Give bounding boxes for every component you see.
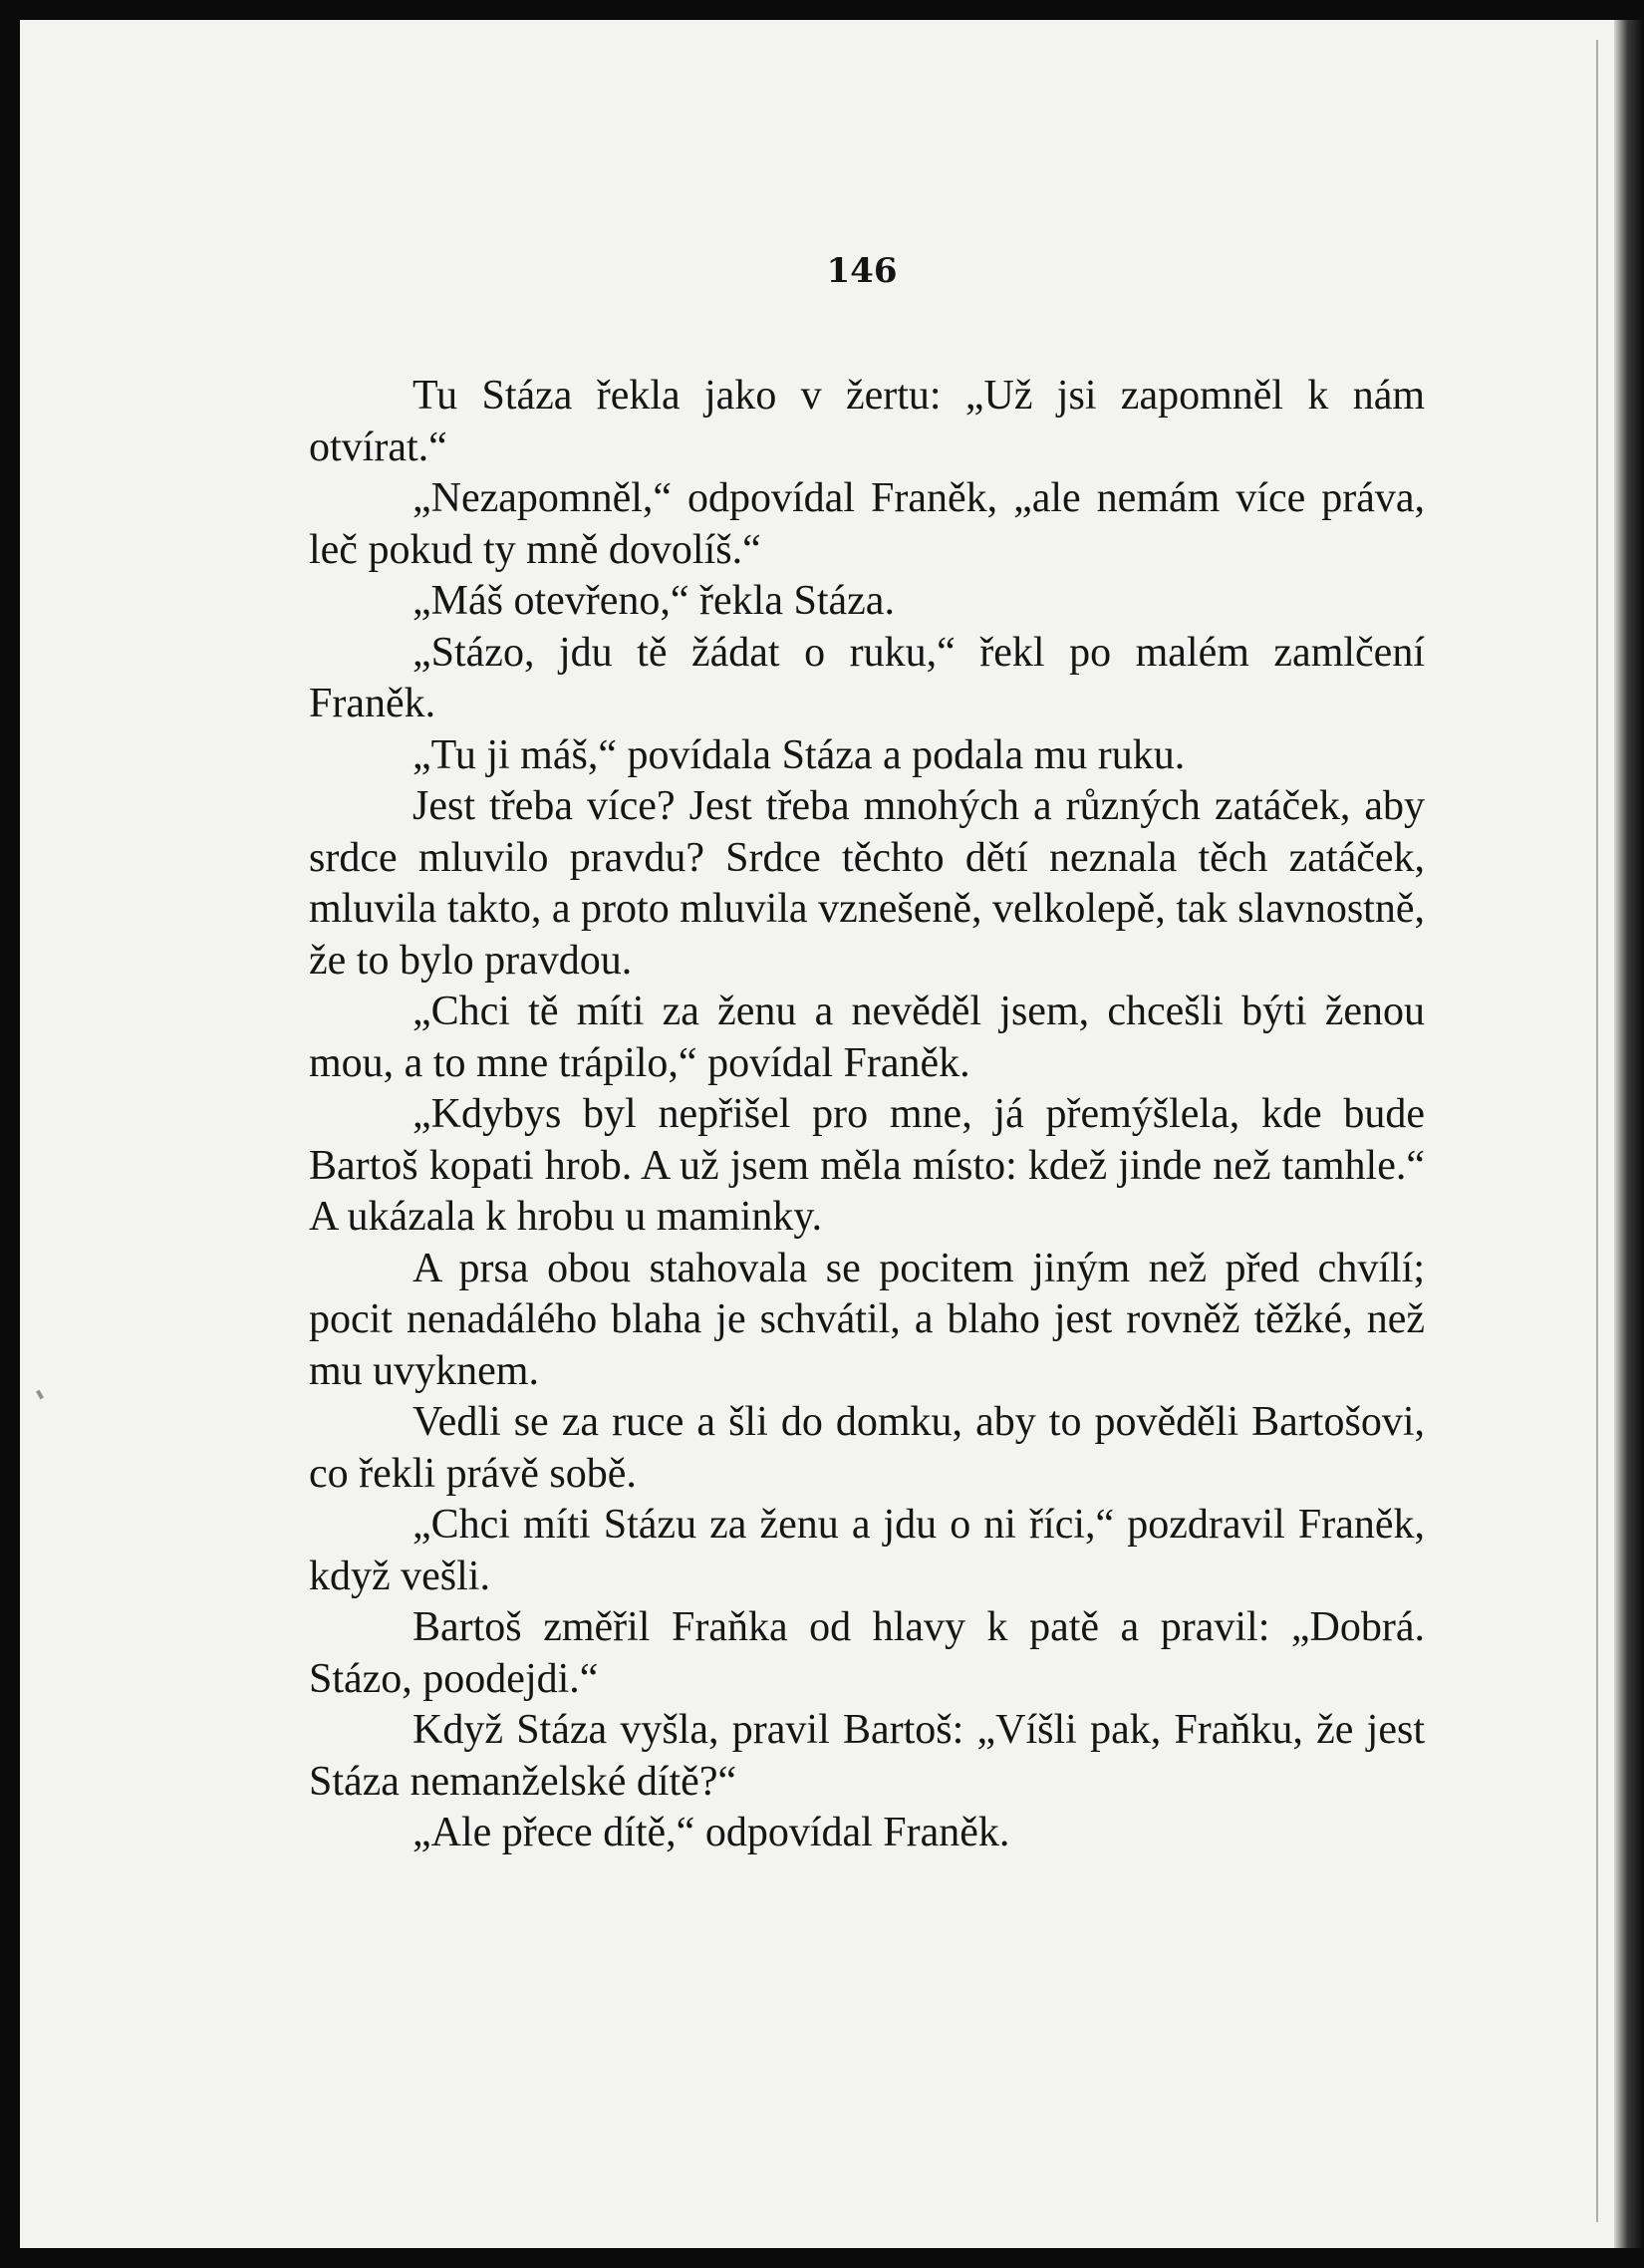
paragraph: Jest třeba více? Jest třeba mnohých a různých zatáček, aby srdce mluvilo pravdu? Srdce těchto dětí neznala těch zatáček, mluvila takto, a proto mluvila vznešeně, velkolepě, tak slavnostně, že to bylo pravdou.	[309, 783, 1425, 984]
paragraph: „Ale přece dítě,“ odpovídal Franěk.	[412, 1810, 1010, 1855]
paragraph: Vedli se za ruce a šli do domku, aby to pověděli Bartošovi, co řekli právě sobě.	[309, 1399, 1425, 1497]
page-edge-line	[1596, 40, 1598, 2222]
paragraph: A prsa obou stahovala se pocitem jiným než před chvílí; pocit nenadálého blaha je schvátil, a blaho jest rovněž těžké, než mu uvyknem.	[309, 1245, 1425, 1394]
paragraph: „Chci tě míti za ženu a nevěděl jsem, chcešli býti ženou mou, a to mne trápilo,“ povídal Franěk.	[309, 989, 1425, 1086]
body-text	[309, 371, 1425, 1859]
paragraph: Bartoš změřil Fraňka od hlavy k patě a pravil: „Dobrá. Stázo, poodejdi.“	[309, 1604, 1425, 1702]
paragraph: Když Stáza vyšla, pravil Bartoš: „Víšli pak, Fraňku, že jest Stáza nemanželské dítě?“	[309, 1707, 1425, 1805]
paragraph: Tu Stáza řekla jako v žertu: „Už jsi zapomněl k nám otvírat.“	[309, 373, 1425, 470]
page-number: 146	[826, 251, 898, 291]
paragraph: „Stázo, jdu tě žádat o ruku,“ řekl po malém zamlčení Franěk.	[309, 629, 1425, 726]
paragraph: „Tu ji máš,“ povídala Stáza a podala mu ruku.	[412, 731, 1186, 778]
paragraph: „Chci míti Stázu za ženu a jdu o ni říci,“ pozdravil Franěk, když vešli.	[309, 1502, 1425, 1599]
paragraph: „Nezapomněl,“ odpovídal Franěk, „ale nemám více práva, leč pokud ty mně dovolíš.“	[309, 475, 1425, 573]
page-edge-shadow	[1614, 20, 1644, 2248]
paragraph: „Kdybys byl nepřišel pro mne, já přemýšlela, kde bude Bartoš kopati hrob. A už jsem měla místo: kdež jinde než tamhle.“ A ukázala k hrobu u maminky.	[309, 1091, 1425, 1240]
paragraph: „Máš otevřeno,“ řekla Stáza.	[412, 578, 895, 624]
